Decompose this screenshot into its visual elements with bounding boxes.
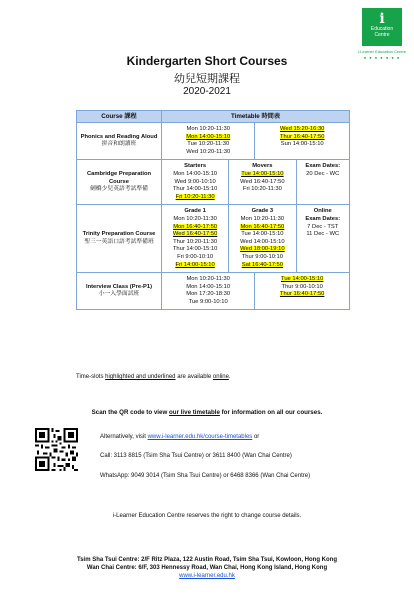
time-slot: Thur 9:00-10:10	[281, 283, 323, 290]
time-slot: Mon 17:20-18:30	[186, 291, 231, 298]
time-slot: Mon 10:20-11:30	[186, 276, 230, 283]
address-tst: Tsim Sha Tsui Centre: 2/F Ritz Plaza, 122 Austin Road, Tsim Sha Tsui, Kowloon, Hong Kong	[76, 557, 338, 563]
course-row	[77, 123, 350, 160]
course-name-zh: 聖三一英語口語考試準備班	[84, 238, 154, 245]
visit-pre: Alternatively, visit	[100, 434, 148, 440]
course-row	[77, 273, 350, 310]
availability-note	[76, 374, 231, 380]
logo	[362, 8, 402, 46]
slots-column-right	[255, 273, 349, 309]
column-heading: Exam Dates:	[305, 163, 341, 170]
timetable	[76, 110, 350, 310]
time-slot	[230, 246, 294, 254]
slots-column	[162, 205, 229, 272]
logo-subtitle: i-Learner Education Centre	[357, 49, 407, 54]
note-online: online	[212, 374, 229, 380]
note-mid: are available	[175, 374, 213, 380]
scan-post: for information on all our courses.	[219, 409, 323, 416]
time-slot: Fri 9:00-10:10	[177, 253, 214, 260]
course-cell	[77, 160, 162, 205]
column-heading: Grade 1	[184, 208, 206, 215]
time-slot: Exam Dates:	[305, 215, 341, 222]
visit-post: or	[252, 434, 260, 440]
timetable-grid	[162, 123, 349, 159]
logo-line2: Centre	[374, 32, 390, 38]
slots-column	[296, 205, 349, 272]
contact-call: Call: 3113 8815 (Tsim Sha Tsui Centre) or 3611 8400 (Wan Chai Centre)	[100, 453, 292, 459]
time-slot: Sun 14:00-15:10	[280, 141, 324, 148]
time-slot: Tue 10:20-11:30	[187, 141, 230, 148]
column-heading: Starters	[184, 163, 207, 170]
contact-visit	[100, 434, 259, 440]
logo-line1: Education	[370, 26, 394, 32]
slots-column	[296, 160, 349, 204]
time-slot: Tue 9:00-10:10	[188, 298, 228, 305]
time-slot	[163, 224, 227, 232]
time-slot	[256, 126, 348, 134]
course-name: Trinity Preparation Course	[82, 231, 156, 238]
time-slot	[163, 262, 227, 270]
time-slot-highlighted: Fri 14:00-15:10	[175, 261, 215, 268]
timetable-cell	[162, 273, 350, 310]
logo-dots: ● ● ● ● ● ● ●	[363, 55, 401, 60]
time-slot	[230, 262, 294, 270]
time-slot-highlighted: Wed 15:20-16:30	[280, 126, 325, 132]
header-timetable: Timetable 時間表	[162, 111, 350, 123]
course-row	[77, 205, 350, 273]
note-end: .	[228, 374, 231, 380]
course-name: Cambridge Preparation Course	[86, 170, 152, 185]
time-slot: Fri 10:20-11:30	[242, 186, 282, 193]
time-slot	[163, 231, 227, 239]
time-slot-highlighted: Mon 16:40-17:50	[240, 223, 285, 230]
time-slot	[230, 171, 294, 179]
timetable-cell	[162, 205, 350, 273]
time-slot	[256, 134, 348, 142]
time-slot: Thur 10:20-11:30	[173, 238, 218, 245]
website-link[interactable]: www.i-learner.edu.hk	[179, 573, 235, 580]
course-cell	[77, 205, 162, 273]
rights-notice: i-Learner Education Centre reserves the right to change course details.	[112, 513, 302, 519]
course-row	[77, 160, 350, 205]
time-slot: 11 Dec - WC	[306, 231, 340, 238]
header-course: Course 課程	[77, 111, 162, 123]
contact-whatsapp: WhatsApp: 9049 3014 (Tsim Sha Tsui Centre) or 6468 8366 (Wan Chai Centre)	[100, 473, 311, 479]
course-name-zh: 小一入學面試班	[98, 291, 140, 298]
time-slot	[256, 291, 348, 299]
time-slot	[163, 194, 227, 202]
time-slot: Thur 14:00-15:10	[172, 246, 218, 253]
column-heading: Online	[313, 208, 332, 215]
time-slot: Thur 14:00-15:10	[172, 186, 218, 193]
time-slot-highlighted: Wed 18:00-19:10	[240, 246, 285, 253]
note-emph: highlighted and underlined	[105, 374, 176, 380]
title-chinese: 幼兒短期課程	[174, 72, 240, 85]
time-slot: 20 Dec - WC	[306, 170, 340, 177]
logo-mark: i	[379, 11, 385, 27]
course-name: Phonics and Reading Aloud	[80, 133, 158, 140]
time-slot-highlighted: Mon 14:00-15:10	[186, 133, 231, 140]
timetable-grid	[162, 205, 349, 272]
time-slot: Thur 9:00-10:10	[241, 253, 283, 260]
timetable-cell	[162, 123, 350, 160]
time-slot-highlighted: Mon 16:40-17:50	[173, 223, 218, 230]
title-year: 2020-2021	[183, 86, 231, 97]
course-cell	[77, 273, 162, 310]
time-slot-highlighted: Wed 16:40-17:50	[172, 231, 218, 238]
qr-code[interactable]	[35, 428, 78, 471]
live-timetable-link[interactable]: our live timetable	[169, 409, 220, 416]
title-english: Kindergarten Short Courses	[126, 54, 288, 68]
time-slot: Mon 14:00-15:10	[173, 170, 218, 177]
time-slot	[230, 224, 294, 232]
time-slot: Wed 16:40-17:50	[240, 178, 285, 185]
time-slot	[256, 276, 348, 284]
time-slot: Wed 9:00-10:10	[174, 178, 216, 185]
time-slot-highlighted: Thur 16:40-17:50	[279, 291, 325, 298]
scan-pre: Scan the QR code to view	[91, 409, 170, 416]
column-heading: Grade 3	[251, 208, 274, 215]
scan-note	[0, 409, 414, 416]
time-slot-highlighted: Sat 16:40-17:50	[241, 261, 283, 268]
course-cell	[77, 123, 162, 160]
address-block	[0, 556, 414, 581]
time-slot-highlighted: Thur 16:40-17:50	[279, 133, 325, 140]
time-slot-highlighted: Tue 14:00-15:10	[241, 170, 284, 177]
timetable-grid	[162, 273, 349, 309]
slots-column-left	[162, 123, 255, 159]
time-slot: Mon 10:20-11:30	[173, 215, 217, 222]
time-slot	[163, 134, 253, 142]
slots-column	[229, 205, 296, 272]
time-slot: Wed 14:00-15:10	[240, 238, 285, 245]
slots-column-right	[255, 123, 349, 159]
slots-column-left	[162, 273, 255, 309]
slots-column	[162, 160, 229, 204]
note-pre: Time-slots	[76, 374, 106, 380]
time-slot: Mon 14:00-15:10	[186, 283, 231, 290]
timetable-cell	[162, 160, 350, 205]
time-slot: Mon 10:20-11:30	[240, 215, 285, 222]
timetable-grid	[162, 160, 349, 204]
time-slot: Mon 10:20-11:30	[186, 126, 230, 132]
column-heading: Movers	[252, 163, 273, 170]
time-slot: Wed 10:20-11:30	[186, 148, 231, 155]
time-slot: Tue 14:00-15:10	[241, 231, 284, 238]
course-name-zh: 劍橋少兒英語考試準備	[90, 186, 148, 193]
time-slot-highlighted: Fri 10:20-11:30	[175, 193, 215, 200]
time-slot: 7 Dec - TST	[307, 223, 339, 230]
course-name: Interview Class (Pre-P1)	[85, 283, 153, 290]
course-name-zh: 拼音和朗讀班	[101, 141, 137, 148]
time-slot-highlighted: Tue 14:00-15:10	[281, 276, 324, 283]
slots-column	[229, 160, 296, 204]
address-wc: Wan Chai Centre: 6/F, 303 Hennessy Road, Wan Chai, Hong Kong Island, Hong Kong	[86, 565, 328, 572]
course-timetables-link[interactable]: www.i-learner.edu.hk/course-timetables	[147, 434, 253, 440]
